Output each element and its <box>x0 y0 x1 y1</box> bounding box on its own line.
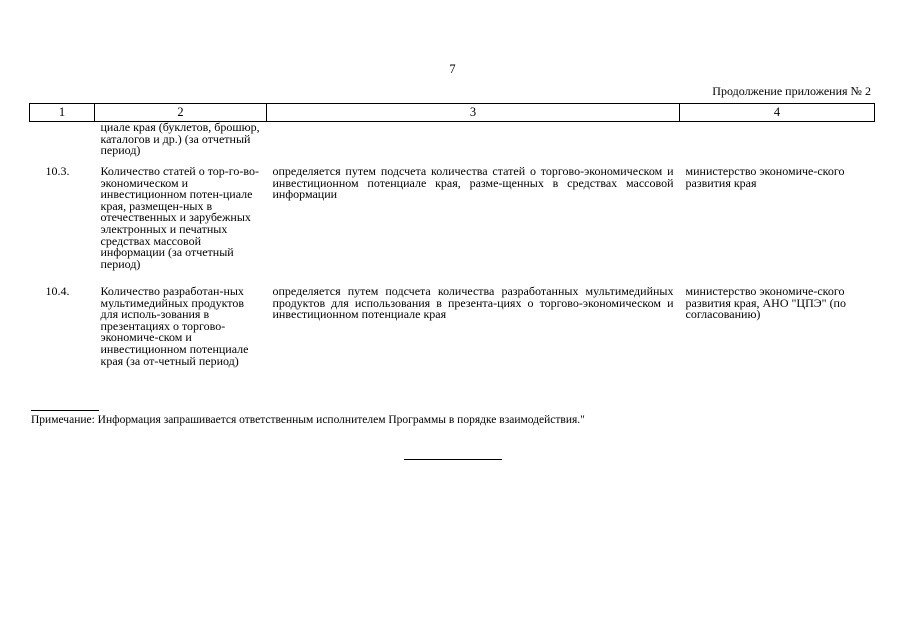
page-number: 7 <box>449 62 456 76</box>
table-row <box>30 122 875 167</box>
end-divider <box>404 459 502 460</box>
column-header: 4 <box>680 104 875 122</box>
method-cell: определяется путем подсчета количества разработанных мультимедийных продуктов для использования в презента-циях о торгово-экономическом и инвестиционном потенциале края <box>272 284 674 322</box>
indicator-cell: Количество разработан-ных мультимедийных продуктов для исполь-зования в презентациях о торгово-экономиче-ском и инвестиционном потенциале края (за от-четный период) <box>100 284 249 368</box>
source-cell <box>680 122 875 167</box>
row-number <box>30 122 95 167</box>
row-number: 10.4. <box>45 284 70 298</box>
continuation-label: Продолжение приложения № 2 <box>712 84 871 98</box>
source-cell: министерство экономиче-ского развития края, АНО "ЦПЭ" (по согласованию) <box>685 284 846 322</box>
method-cell: определяется путем подсчета количества статей о торгово-экономическом и инвестиционном потенциале края, разме-щенных в средствах массовой информации <box>272 164 674 202</box>
column-header: 3 <box>267 104 680 122</box>
table-header-row <box>30 104 875 122</box>
indicators-table <box>29 103 875 367</box>
row-number: 10.3. <box>45 164 70 178</box>
column-header: 1 <box>30 104 95 122</box>
table-row <box>30 286 875 367</box>
footnote-divider <box>31 410 99 411</box>
table-row <box>30 166 875 286</box>
footnote-note: Примечание: Информация запрашивается ответственным исполнителем Программы в порядке взаимодействия." <box>31 414 585 426</box>
source-cell: министерство экономиче-ского развития края <box>685 164 845 190</box>
column-header: 2 <box>95 104 267 122</box>
indicator-cell: Количество статей о тор-го-во-экономическом и инвестиционном потен-циале края, размещен-ных в отечественных и зарубежных электронных и печатных средствах массовой информации (за отчетный период) <box>100 164 259 271</box>
method-cell <box>267 122 680 167</box>
indicator-cell: циале края (буклетов, брошюр, каталогов и др.) (за отчетный период) <box>100 120 260 158</box>
